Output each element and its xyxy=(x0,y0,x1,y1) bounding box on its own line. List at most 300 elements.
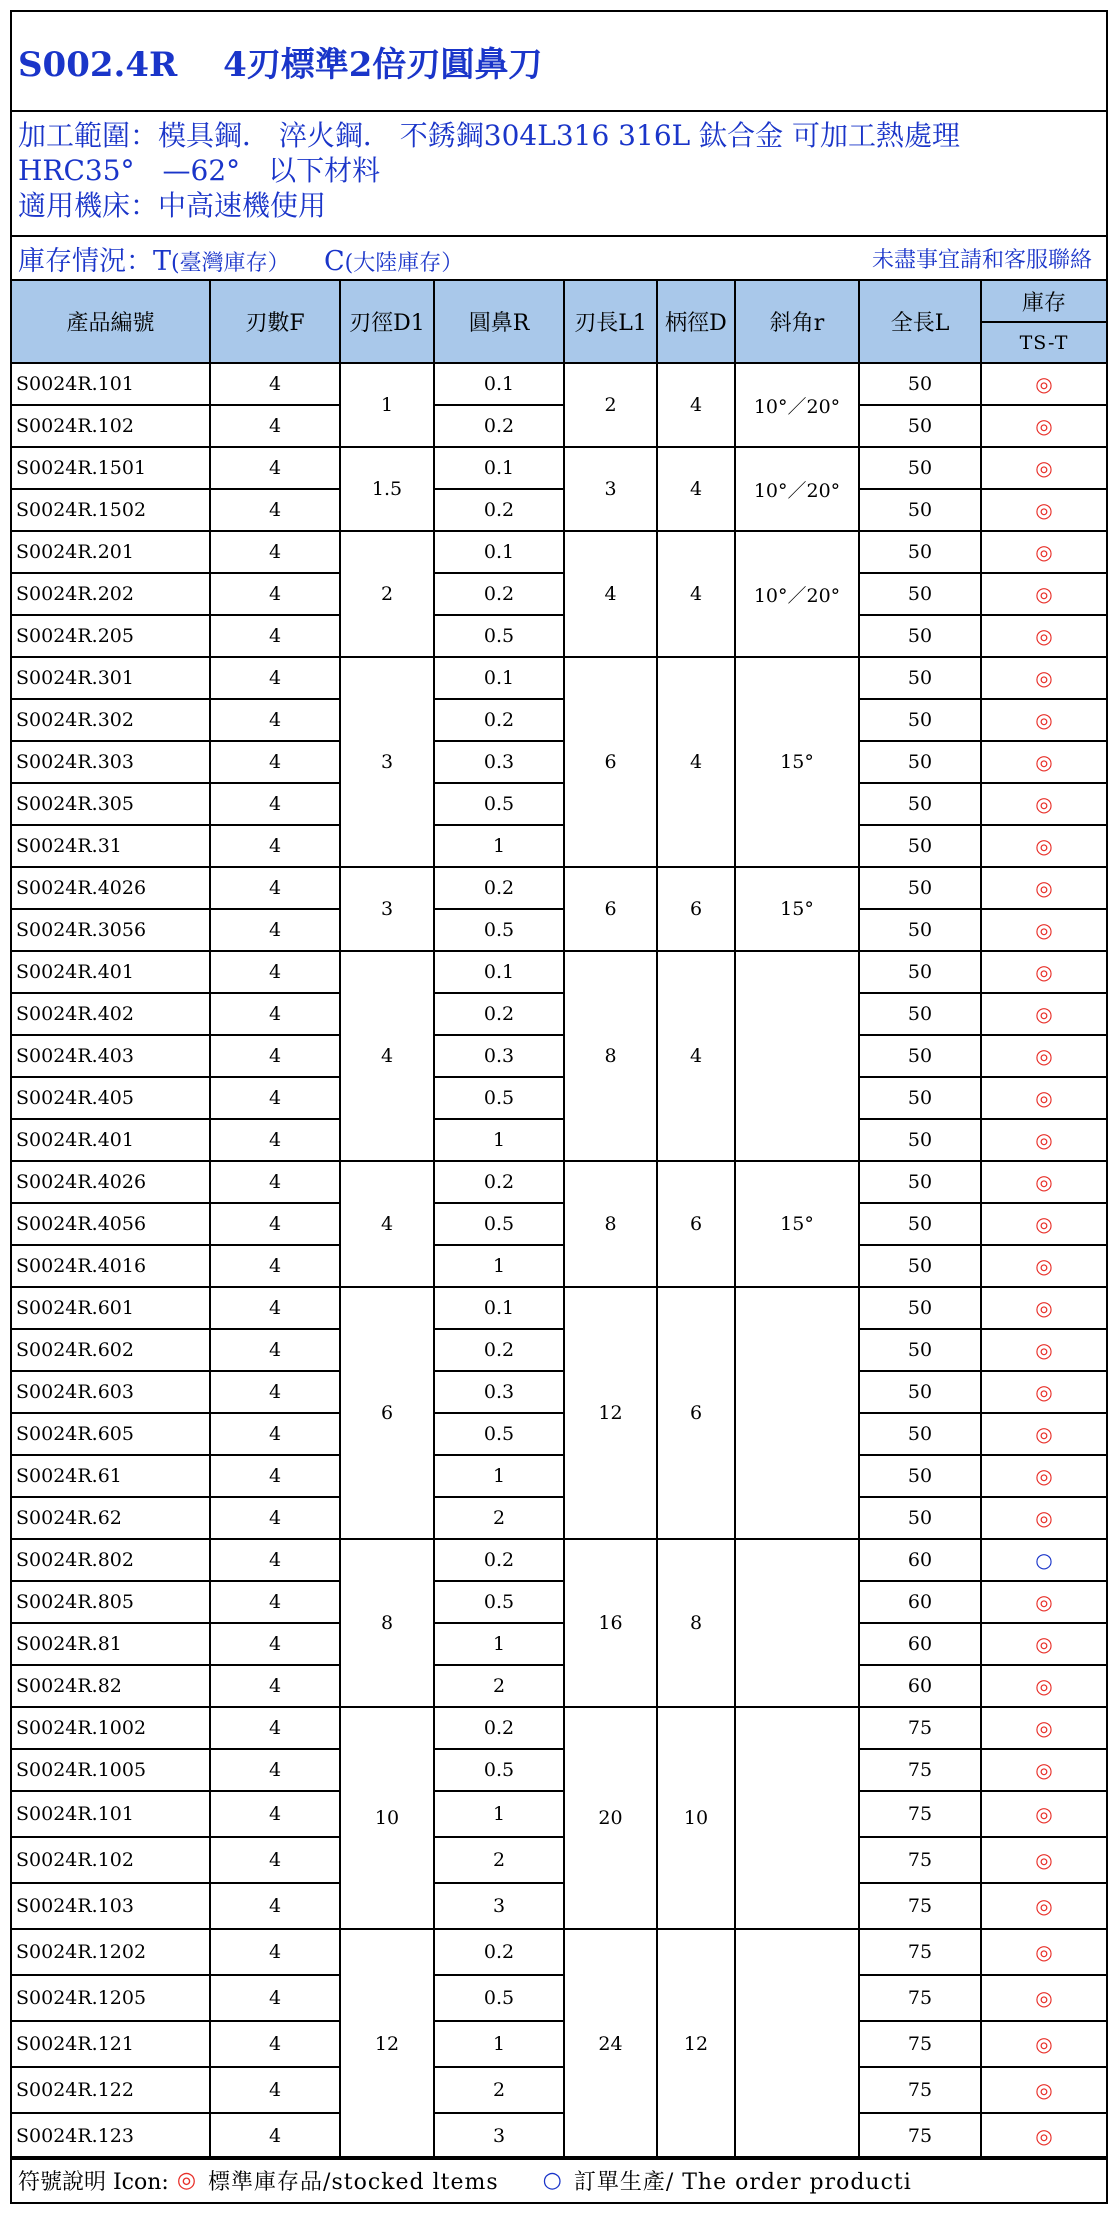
header-diameter-d1: 刃徑D1 xyxy=(340,281,434,363)
table-row xyxy=(12,2113,1106,2159)
header-angle: 斜角r xyxy=(735,281,859,363)
cell-stock xyxy=(981,1665,1106,1707)
table-row xyxy=(12,1161,1106,1203)
cell-angle xyxy=(735,951,859,1161)
cell-length-l: 50 xyxy=(859,489,981,531)
cell-radius-r: 2 xyxy=(434,1665,564,1707)
cell-length-l: 75 xyxy=(859,1791,981,1837)
cell-stock xyxy=(981,1623,1106,1665)
cell-length-l: 50 xyxy=(859,1203,981,1245)
cell-shank-d: 4 xyxy=(657,447,735,531)
double-circle-icon: ◎ xyxy=(1035,666,1053,690)
cell-code: S0024R.403 xyxy=(12,1035,210,1077)
cell-radius-r: 0.5 xyxy=(434,783,564,825)
stock-t-desc: (臺灣庫存） xyxy=(171,250,290,276)
double-circle-icon: ◎ xyxy=(1035,1894,1053,1918)
circle-icon: ○ xyxy=(542,2167,562,2193)
double-circle-icon: ◎ xyxy=(1035,1802,1053,1826)
cell-stock xyxy=(981,867,1106,909)
cell-shank-d: 4 xyxy=(657,531,735,657)
cell-flutes: 4 xyxy=(210,909,340,951)
cell-length-l: 50 xyxy=(859,783,981,825)
cell-flutes: 4 xyxy=(210,951,340,993)
cell-flutes: 4 xyxy=(210,825,340,867)
cell-code: S0024R.1502 xyxy=(12,489,210,531)
double-circle-icon: ◎ xyxy=(1035,1128,1053,1152)
cell-length-l: 60 xyxy=(859,1665,981,1707)
double-circle-icon: ◎ xyxy=(1035,624,1053,648)
cell-code: S0024R.401 xyxy=(12,1119,210,1161)
cell-flutes: 4 xyxy=(210,615,340,657)
cell-shank-d: 8 xyxy=(657,1539,735,1707)
cell-stock xyxy=(981,1539,1106,1581)
cell-code: S0024R.301 xyxy=(12,657,210,699)
cell-diameter-d1: 3 xyxy=(340,657,434,867)
cell-code: S0024R.805 xyxy=(12,1581,210,1623)
cell-stock xyxy=(981,1287,1106,1329)
cell-angle: 10°／20° xyxy=(735,363,859,447)
cell-flutes: 4 xyxy=(210,1665,340,1707)
cell-stock xyxy=(981,1497,1106,1539)
cell-angle xyxy=(735,1287,859,1539)
table-row xyxy=(12,1455,1106,1497)
cell-radius-r: 0.5 xyxy=(434,1203,564,1245)
product-table xyxy=(12,281,1106,2160)
cell-radius-r: 1 xyxy=(434,825,564,867)
cell-angle: 15° xyxy=(735,867,859,951)
cell-radius-r: 1 xyxy=(434,2021,564,2067)
cell-length-l: 75 xyxy=(859,2021,981,2067)
cell-code: S0024R.401 xyxy=(12,951,210,993)
cell-length-l: 50 xyxy=(859,741,981,783)
cell-stock xyxy=(981,993,1106,1035)
table-row xyxy=(12,405,1106,447)
cell-shank-d: 10 xyxy=(657,1707,735,1929)
cell-stock xyxy=(981,489,1106,531)
cell-radius-r: 0.1 xyxy=(434,531,564,573)
cell-flute-length-l1: 20 xyxy=(564,1707,657,1929)
cell-length-l: 50 xyxy=(859,1245,981,1287)
cell-radius-r: 0.2 xyxy=(434,405,564,447)
info-machine: 適用機床：中高速機使用 xyxy=(18,189,327,222)
cell-radius-r: 0.2 xyxy=(434,699,564,741)
cell-code: S0024R.602 xyxy=(12,1329,210,1371)
table-row xyxy=(12,1929,1106,1975)
cell-length-l: 75 xyxy=(859,1929,981,1975)
cell-code: S0024R.122 xyxy=(12,2067,210,2113)
double-circle-icon: ◎ xyxy=(1035,1506,1053,1530)
cell-radius-r: 0.5 xyxy=(434,1749,564,1791)
cell-stock xyxy=(981,1035,1106,1077)
cell-code: S0024R.123 xyxy=(12,2113,210,2159)
cell-length-l: 50 xyxy=(859,1287,981,1329)
cell-code: S0024R.101 xyxy=(12,1791,210,1837)
double-circle-icon: ◎ xyxy=(1035,1086,1053,1110)
cell-flutes: 4 xyxy=(210,1581,340,1623)
double-circle-icon: ◎ xyxy=(1035,750,1053,774)
table-row xyxy=(12,657,1106,699)
double-circle-icon: ◎ xyxy=(1035,1380,1053,1404)
cell-radius-r: 1 xyxy=(434,1119,564,1161)
cell-stock xyxy=(981,615,1106,657)
cell-diameter-d1: 3 xyxy=(340,867,434,951)
cell-radius-r: 0.2 xyxy=(434,867,564,909)
header-length-l: 全長L xyxy=(859,281,981,363)
cell-shank-d: 6 xyxy=(657,1161,735,1287)
double-circle-icon: ◎ xyxy=(176,2167,197,2193)
cell-flutes: 4 xyxy=(210,1975,340,2021)
cell-stock xyxy=(981,1329,1106,1371)
header-flute-length-l1: 刃長L1 xyxy=(564,281,657,363)
cell-flute-length-l1: 6 xyxy=(564,867,657,951)
cell-length-l: 75 xyxy=(859,1975,981,2021)
cell-angle: 10°／20° xyxy=(735,531,859,657)
cell-length-l: 50 xyxy=(859,1329,981,1371)
cell-code: S0024R.62 xyxy=(12,1497,210,1539)
cell-code: S0024R.601 xyxy=(12,1287,210,1329)
cell-radius-r: 0.2 xyxy=(434,1539,564,1581)
cell-diameter-d1: 6 xyxy=(340,1287,434,1539)
product-rows xyxy=(12,363,1106,2159)
table-row xyxy=(12,1287,1106,1329)
table-row xyxy=(12,741,1106,783)
double-circle-icon: ◎ xyxy=(1035,1632,1053,1656)
cell-diameter-d1: 2 xyxy=(340,531,434,657)
cell-stock xyxy=(981,1749,1106,1791)
double-circle-icon: ◎ xyxy=(1035,1758,1053,1782)
cell-radius-r: 0.2 xyxy=(434,489,564,531)
table-row xyxy=(12,909,1106,951)
cell-code: S0024R.302 xyxy=(12,699,210,741)
double-circle-icon: ◎ xyxy=(1035,582,1053,606)
cell-radius-r: 0.3 xyxy=(434,1371,564,1413)
cell-flutes: 4 xyxy=(210,1413,340,1455)
cell-stock xyxy=(981,1203,1106,1245)
stock-t-code: T xyxy=(153,245,172,277)
cell-length-l: 50 xyxy=(859,1455,981,1497)
table-row xyxy=(12,1413,1106,1455)
cell-code: S0024R.205 xyxy=(12,615,210,657)
cell-flutes: 4 xyxy=(210,1749,340,1791)
table-row xyxy=(12,699,1106,741)
cell-code: S0024R.1202 xyxy=(12,1929,210,1975)
table-row xyxy=(12,489,1106,531)
cell-stock xyxy=(981,447,1106,489)
double-circle-icon: ◎ xyxy=(1035,414,1053,438)
cell-flutes: 4 xyxy=(210,405,340,447)
table-row xyxy=(12,1665,1106,1707)
cell-flute-length-l1: 8 xyxy=(564,951,657,1161)
cell-stock xyxy=(981,1707,1106,1749)
cell-radius-r: 1 xyxy=(434,1623,564,1665)
table-row xyxy=(12,615,1106,657)
cell-code: S0024R.303 xyxy=(12,741,210,783)
double-circle-icon: ◎ xyxy=(1035,1464,1053,1488)
cell-stock xyxy=(981,363,1106,405)
cell-length-l: 50 xyxy=(859,531,981,573)
cell-radius-r: 2 xyxy=(434,1837,564,1883)
legend xyxy=(12,2156,1106,2202)
cell-flutes: 4 xyxy=(210,1929,340,1975)
header-stock: 庫存 xyxy=(981,281,1106,322)
cell-length-l: 50 xyxy=(859,951,981,993)
cell-radius-r: 0.5 xyxy=(434,1581,564,1623)
cell-length-l: 50 xyxy=(859,1497,981,1539)
cell-length-l: 75 xyxy=(859,2067,981,2113)
cell-stock xyxy=(981,2113,1106,2159)
cell-length-l: 75 xyxy=(859,1837,981,1883)
cell-code: S0024R.402 xyxy=(12,993,210,1035)
cell-length-l: 75 xyxy=(859,1883,981,1929)
legend-order: 訂單生產/ The order producti xyxy=(573,2169,912,2195)
circle-icon: ○ xyxy=(1035,1548,1053,1572)
double-circle-icon: ◎ xyxy=(1035,708,1053,732)
table-row xyxy=(12,1539,1106,1581)
table-row xyxy=(12,1203,1106,1245)
cell-radius-r: 0.1 xyxy=(434,447,564,489)
cell-length-l: 50 xyxy=(859,573,981,615)
cell-shank-d: 12 xyxy=(657,1929,735,2159)
cell-shank-d: 6 xyxy=(657,1287,735,1539)
cell-radius-r: 0.2 xyxy=(434,1161,564,1203)
cell-code: S0024R.121 xyxy=(12,2021,210,2067)
cell-flutes: 4 xyxy=(210,1497,340,1539)
cell-radius-r: 0.5 xyxy=(434,909,564,951)
cell-flutes: 4 xyxy=(210,1035,340,1077)
cell-flutes: 4 xyxy=(210,1539,340,1581)
stock-status xyxy=(18,239,463,278)
table-row xyxy=(12,2067,1106,2113)
cell-flutes: 4 xyxy=(210,1245,340,1287)
cell-diameter-d1: 1.5 xyxy=(340,447,434,531)
cell-code: S0024R.1005 xyxy=(12,1749,210,1791)
cell-flutes: 4 xyxy=(210,1791,340,1837)
table-row xyxy=(12,1581,1106,1623)
double-circle-icon: ◎ xyxy=(1035,1848,1053,1872)
table-row xyxy=(12,2021,1106,2067)
cell-code: S0024R.305 xyxy=(12,783,210,825)
cell-length-l: 75 xyxy=(859,1749,981,1791)
cell-flutes: 4 xyxy=(210,531,340,573)
cell-stock xyxy=(981,1077,1106,1119)
double-circle-icon: ◎ xyxy=(1035,834,1053,858)
cell-shank-d: 4 xyxy=(657,363,735,447)
cell-flutes: 4 xyxy=(210,1623,340,1665)
double-circle-icon: ◎ xyxy=(1035,1044,1053,1068)
cell-radius-r: 0.5 xyxy=(434,1975,564,2021)
cell-code: S0024R.4026 xyxy=(12,1161,210,1203)
cell-length-l: 50 xyxy=(859,447,981,489)
cell-stock xyxy=(981,1161,1106,1203)
cell-code: S0024R.103 xyxy=(12,1883,210,1929)
cell-flutes: 4 xyxy=(210,993,340,1035)
double-circle-icon: ◎ xyxy=(1035,1940,1053,1964)
cell-length-l: 50 xyxy=(859,405,981,447)
cell-flutes: 4 xyxy=(210,1203,340,1245)
cell-radius-r: 1 xyxy=(434,1455,564,1497)
cell-radius-r: 0.1 xyxy=(434,657,564,699)
cell-radius-r: 0.3 xyxy=(434,741,564,783)
double-circle-icon: ◎ xyxy=(1035,498,1053,522)
cell-length-l: 60 xyxy=(859,1623,981,1665)
double-circle-icon: ◎ xyxy=(1035,918,1053,942)
header-radius-r: 圓鼻R xyxy=(434,281,564,363)
cell-flutes: 4 xyxy=(210,489,340,531)
table-row xyxy=(12,1883,1106,1929)
table-row xyxy=(12,1837,1106,1883)
table-row xyxy=(12,1119,1106,1161)
cell-shank-d: 4 xyxy=(657,951,735,1161)
table-row xyxy=(12,867,1106,909)
cell-flutes: 4 xyxy=(210,1329,340,1371)
cell-stock xyxy=(981,1119,1106,1161)
cell-length-l: 50 xyxy=(859,1077,981,1119)
header-stock-sub: TS-T xyxy=(981,322,1106,363)
table-row xyxy=(12,531,1106,573)
double-circle-icon: ◎ xyxy=(1035,1716,1053,1740)
cell-stock xyxy=(981,657,1106,699)
cell-flute-length-l1: 24 xyxy=(564,1929,657,2159)
info-processing-range: 加工範圍：模具鋼． 淬火鋼． 不銹鋼304L316 316L 鈦合金 可加工熱處理 xyxy=(18,119,961,152)
cell-flutes: 4 xyxy=(210,2113,340,2159)
stock-c-code: C xyxy=(323,245,345,277)
cell-length-l: 50 xyxy=(859,699,981,741)
cell-flutes: 4 xyxy=(210,657,340,699)
double-circle-icon: ◎ xyxy=(1035,792,1053,816)
cell-length-l: 75 xyxy=(859,1707,981,1749)
cell-angle: 15° xyxy=(735,657,859,867)
cell-radius-r: 3 xyxy=(434,2113,564,2159)
cell-flutes: 4 xyxy=(210,867,340,909)
cell-stock xyxy=(981,1975,1106,2021)
table-row xyxy=(12,1035,1106,1077)
cell-stock xyxy=(981,1837,1106,1883)
header-code: 產品編號 xyxy=(12,281,210,363)
cell-code: S0024R.1205 xyxy=(12,1975,210,2021)
cell-radius-r: 0.2 xyxy=(434,1329,564,1371)
cell-flute-length-l1: 16 xyxy=(564,1539,657,1707)
cell-radius-r: 1 xyxy=(434,1245,564,1287)
cell-stock xyxy=(981,405,1106,447)
contact-note: 未盡事宜請和客服聯絡 xyxy=(871,247,1092,273)
cell-stock xyxy=(981,2021,1106,2067)
double-circle-icon: ◎ xyxy=(1035,1674,1053,1698)
cell-flutes: 4 xyxy=(210,699,340,741)
cell-stock xyxy=(981,1791,1106,1837)
double-circle-icon: ◎ xyxy=(1035,960,1053,984)
table-row xyxy=(12,1791,1106,1837)
cell-length-l: 50 xyxy=(859,909,981,951)
cell-flutes: 4 xyxy=(210,1371,340,1413)
cell-length-l: 50 xyxy=(859,867,981,909)
cell-code: S0024R.101 xyxy=(12,363,210,405)
cell-length-l: 50 xyxy=(859,1161,981,1203)
table-row xyxy=(12,1749,1106,1791)
cell-length-l: 50 xyxy=(859,993,981,1035)
cell-radius-r: 0.5 xyxy=(434,1413,564,1455)
cell-length-l: 50 xyxy=(859,825,981,867)
cell-length-l: 50 xyxy=(859,1119,981,1161)
cell-flutes: 4 xyxy=(210,1287,340,1329)
double-circle-icon: ◎ xyxy=(1035,2124,1053,2148)
cell-stock xyxy=(981,741,1106,783)
cell-length-l: 50 xyxy=(859,1413,981,1455)
cell-angle xyxy=(735,1539,859,1707)
cell-code: S0024R.3056 xyxy=(12,909,210,951)
cell-radius-r: 1 xyxy=(434,1791,564,1837)
cell-radius-r: 0.2 xyxy=(434,1707,564,1749)
cell-code: S0024R.102 xyxy=(12,1837,210,1883)
cell-stock xyxy=(981,573,1106,615)
cell-code: S0024R.102 xyxy=(12,405,210,447)
table-row xyxy=(12,1975,1106,2021)
table-row xyxy=(12,447,1106,489)
cell-stock xyxy=(981,2067,1106,2113)
table-row xyxy=(12,363,1106,405)
cell-radius-r: 0.2 xyxy=(434,993,564,1035)
cell-flute-length-l1: 6 xyxy=(564,657,657,867)
cell-code: S0024R.1501 xyxy=(12,447,210,489)
cell-stock xyxy=(981,1413,1106,1455)
cell-flutes: 4 xyxy=(210,573,340,615)
cell-stock xyxy=(981,951,1106,993)
double-circle-icon: ◎ xyxy=(1035,1254,1053,1278)
cell-code: S0024R.202 xyxy=(12,573,210,615)
cell-flutes: 4 xyxy=(210,741,340,783)
cell-stock xyxy=(981,1455,1106,1497)
info-block xyxy=(12,112,1106,237)
cell-flutes: 4 xyxy=(210,1161,340,1203)
header-flutes: 刃數F xyxy=(210,281,340,363)
cell-code: S0024R.4016 xyxy=(12,1245,210,1287)
table-row xyxy=(12,825,1106,867)
cell-flute-length-l1: 3 xyxy=(564,447,657,531)
cell-radius-r: 2 xyxy=(434,1497,564,1539)
cell-code: S0024R.405 xyxy=(12,1077,210,1119)
legend-label: 符號說明 Icon: xyxy=(18,2169,169,2195)
cell-length-l: 50 xyxy=(859,615,981,657)
cell-stock xyxy=(981,1371,1106,1413)
table-row xyxy=(12,1077,1106,1119)
cell-angle xyxy=(735,1707,859,1929)
table-row xyxy=(12,573,1106,615)
cell-angle xyxy=(735,1929,859,2159)
double-circle-icon: ◎ xyxy=(1035,372,1053,396)
cell-diameter-d1: 4 xyxy=(340,1161,434,1287)
cell-shank-d: 4 xyxy=(657,657,735,867)
cell-radius-r: 0.1 xyxy=(434,363,564,405)
cell-diameter-d1: 4 xyxy=(340,951,434,1161)
cell-flutes: 4 xyxy=(210,1077,340,1119)
cell-flutes: 4 xyxy=(210,1837,340,1883)
cell-length-l: 75 xyxy=(859,2113,981,2159)
table-row xyxy=(12,1497,1106,1539)
cell-flutes: 4 xyxy=(210,1883,340,1929)
cell-stock xyxy=(981,1929,1106,1975)
product-sheet xyxy=(10,10,1108,2204)
table-row xyxy=(12,1329,1106,1371)
cell-flute-length-l1: 8 xyxy=(564,1161,657,1287)
double-circle-icon: ◎ xyxy=(1035,2032,1053,2056)
double-circle-icon: ◎ xyxy=(1035,1296,1053,1320)
cell-shank-d: 6 xyxy=(657,867,735,951)
cell-flutes: 4 xyxy=(210,1707,340,1749)
cell-stock xyxy=(981,1581,1106,1623)
double-circle-icon: ◎ xyxy=(1035,876,1053,900)
double-circle-icon: ◎ xyxy=(1035,540,1053,564)
double-circle-icon: ◎ xyxy=(1035,1338,1053,1362)
stock-info-row xyxy=(12,237,1106,281)
